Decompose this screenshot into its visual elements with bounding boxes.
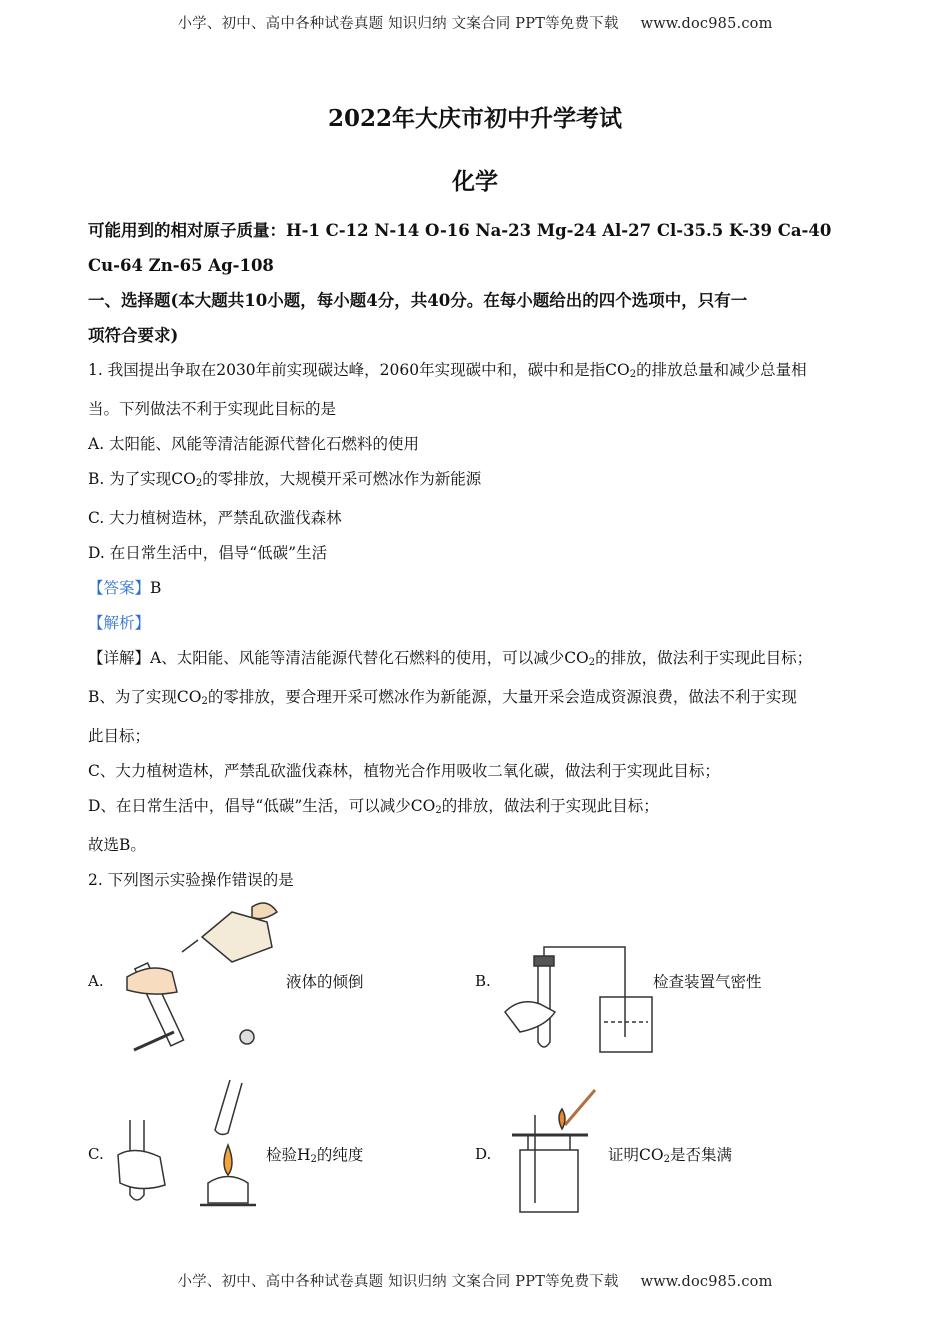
- detail-part: B、为了实现CO: [88, 688, 202, 706]
- atomic-masses-line1: 可能用到的相对原子质量：H-1 C-12 N-14 O-16 Na-23 Mg-24 Al-27 Cl-35.5 K-39 Ca-40: [88, 221, 832, 240]
- q1-analysis-tag: [88, 606, 860, 641]
- figure-caption: [266, 1143, 363, 1165]
- subscript: 2: [663, 1154, 670, 1165]
- q1-stem-part: 的排放总量和减少总量相: [636, 361, 807, 379]
- pouring-liquid-illustration: [112, 892, 282, 1057]
- section-heading-line2: 项符合要求): [88, 326, 179, 345]
- detail-part: D、在日常生活中，倡导“低碳”生活，可以减少CO: [88, 797, 436, 815]
- header-url[interactable]: www.doc985.com: [640, 16, 773, 32]
- hydrogen-purity-test-illustration: [110, 1075, 265, 1220]
- q1-option-c: C. 大力植树造林，严禁乱砍滥伐森林: [88, 509, 342, 527]
- option-label: A.: [88, 972, 104, 990]
- subscript: 2: [588, 657, 596, 668]
- option-label: C.: [88, 1145, 104, 1163]
- option-label: B.: [475, 972, 491, 990]
- footer-url[interactable]: www.doc985.com: [640, 1274, 773, 1290]
- section-heading-line1: 一、选择题(本大题共10小题，每小题4分，共40分。在每小题给出的四个选项中，只有一: [88, 291, 748, 310]
- figure-caption: 液体的倾倒: [286, 973, 364, 991]
- caption-part: 证明CO: [608, 1146, 664, 1164]
- subscript: 2: [201, 696, 208, 707]
- atomic-masses-line2: Cu-64 Zn-65 Ag-108: [88, 256, 274, 275]
- answer-value: B: [150, 579, 162, 597]
- q1-option-b: [88, 462, 860, 501]
- q1-option-b-part: 的零排放，大规模开采可燃冰作为新能源: [202, 470, 482, 488]
- q1-detail-1: [88, 641, 860, 680]
- caption-part: 的纯度: [316, 1146, 364, 1164]
- q1-stem-line2: 当。下列做法不利于实现此目标的是: [88, 400, 337, 418]
- subscript: 2: [310, 1154, 317, 1165]
- airtightness-check-illustration: [500, 942, 660, 1057]
- caption-part: 检验H: [266, 1146, 311, 1164]
- detail-part: 【详解】A、太阳能、风能等清洁能源代替化石燃料的使用，可以减少CO: [88, 649, 589, 667]
- subscript: 2: [195, 478, 203, 489]
- q2-figure-d: [475, 1065, 815, 1225]
- q1-option-b-part: B. 为了实现CO: [88, 470, 196, 488]
- page-header: [0, 12, 950, 33]
- caption-part: 是否集满: [669, 1146, 732, 1164]
- exam-subject: 化学: [452, 168, 498, 195]
- q1-detail-2: [88, 680, 860, 719]
- figure-caption: 检查装置气密性: [653, 973, 762, 991]
- subscript: 2: [629, 369, 637, 380]
- footer-text: 小学、初中、高中各种试卷真题 知识归纳 文案合同 PPT等免费下载: [177, 1274, 619, 1290]
- q2-stem: 2. 下列图示实验操作错误的是: [88, 871, 294, 889]
- q2-figure-b: [475, 892, 815, 1052]
- q1-detail-4: [88, 789, 860, 828]
- page-footer: [0, 1270, 950, 1291]
- q1-detail-3: C、大力植树造林，严禁乱砍滥伐森林，植物光合作用吸收二氧化碳，做法利于实现此目标；: [88, 762, 720, 780]
- q1-answer: [88, 571, 860, 606]
- detail-part: 的零排放，要合理开采可燃冰作为新能源，大量开采会造成资源浪费，做法不利于实现: [207, 688, 797, 706]
- q1-conclusion: 故选B。: [88, 836, 146, 854]
- detail-part: 的排放，做法利于实现此目标；: [595, 649, 813, 667]
- q1-option-a: A. 太阳能、风能等清洁能源代替化石燃料的使用: [88, 435, 420, 453]
- q1-detail-2-line2: 此目标；: [88, 727, 151, 745]
- co2-collection-check-illustration: [510, 1085, 610, 1220]
- exam-title: 2022年大庆市初中升学考试: [327, 105, 622, 132]
- option-label: D.: [475, 1145, 492, 1163]
- q2-figure-a: [88, 892, 428, 1052]
- analysis-tag: 【解析】: [88, 614, 151, 632]
- figure-caption: [608, 1143, 732, 1165]
- q1-stem: [88, 353, 860, 392]
- q1-option-d: D. 在日常生活中，倡导“低碳”生活: [88, 544, 328, 562]
- detail-part: 的排放，做法利于实现此目标；: [441, 797, 659, 815]
- q2-figure-c: [88, 1065, 428, 1225]
- exam-content: [88, 213, 860, 898]
- q1-stem-part: 1. 我国提出争取在2030年前实现碳达峰，2060年实现碳中和，碳中和是指CO: [88, 361, 630, 379]
- header-text: 小学、初中、高中各种试卷真题 知识归纳 文案合同 PPT等免费下载: [177, 16, 619, 32]
- answer-tag: 【答案】: [88, 579, 151, 597]
- subscript: 2: [435, 805, 442, 816]
